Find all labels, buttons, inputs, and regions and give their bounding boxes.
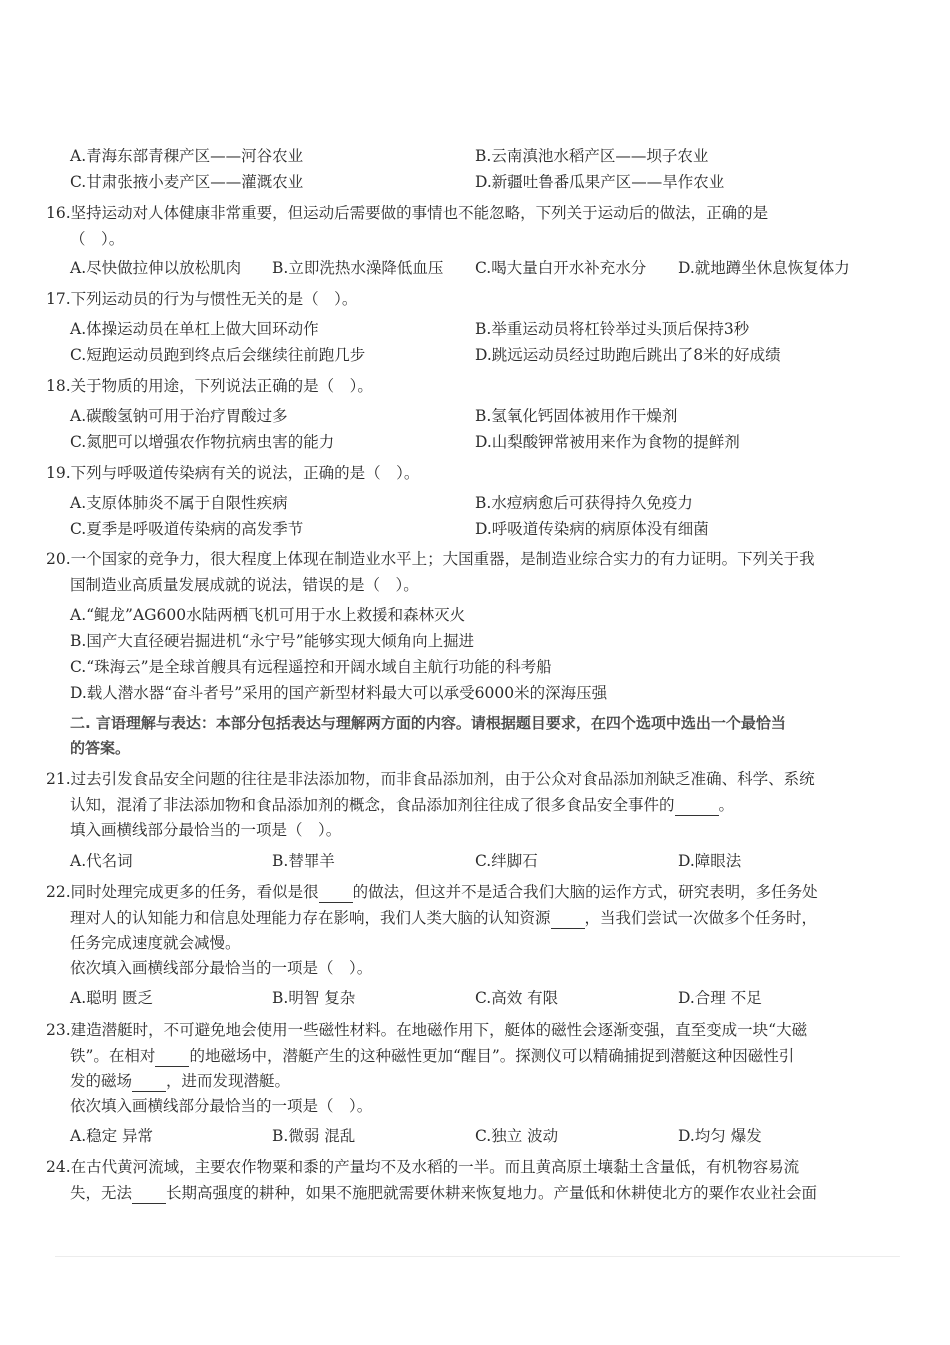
q21-text-b: 。 <box>718 796 735 814</box>
q23-option-a: A.稳定 异常 <box>70 1127 154 1145</box>
q15-option-c: C.甘肃张掖小麦产区——灌溉农业 <box>70 173 304 191</box>
q16-option-b: B.立即洗热水澡降低血压 <box>272 259 444 277</box>
q16-stem-line2: （ ）。 <box>70 230 125 248</box>
q23-option-c: C.独立 波动 <box>475 1127 559 1145</box>
q21-option-d: D.障眼法 <box>678 852 742 870</box>
q15-option-a: A.青海东部青稞产区——河谷农业 <box>70 147 304 165</box>
q22-option-c: C.高效 有限 <box>475 989 559 1007</box>
q16-option-d: D.就地蹲坐休息恢复体力 <box>678 259 850 277</box>
q22-option-d: D.合理 不足 <box>678 989 762 1007</box>
q19-option-c: C.夏季是呼吸道传染病的高发季节 <box>70 520 304 538</box>
q16-option-c: C.喝大量白开水补充水分 <box>475 259 647 277</box>
q22-stem-line1 <box>46 882 818 903</box>
footer-divider <box>55 1256 900 1257</box>
q19-option-d: D.呼吸道传染病的病原体没有细菌 <box>475 520 709 538</box>
q17-option-d: D.跳远运动员经过助跑后跳出了8米的好成绩 <box>475 346 781 364</box>
section-heading <box>70 711 880 761</box>
q20-stem-line1: 20.一个国家的竞争力，很大程度上体现在制造业水平上；大国重器，是制造业综合实力的有力证明。下列关于我 <box>46 550 815 568</box>
q17-option-b: B.举重运动员将杠铃举过头顶后保持3秒 <box>475 320 750 338</box>
q20-stem-line2: 国制造业高质量发展成就的说法，错误的是（ ）。 <box>70 576 419 594</box>
q23-text-3b: ，进而发现潜艇。 <box>166 1072 291 1090</box>
section-heading-line2: 的答案。 <box>70 739 131 757</box>
q23-option-d: D.均匀 爆发 <box>678 1127 762 1145</box>
q18-option-c: C.氮肥可以增强农作物抗病虫害的能力 <box>70 433 335 451</box>
q23-text-2a: 铁”。在相对 <box>70 1047 156 1065</box>
q20-option-c: C.“珠海云”是全球首艘具有远程遥控和开阔水域自主航行功能的科考船 <box>70 658 552 676</box>
q21-stem-line1: 21.过去引发食品安全问题的往往是非法添加物，而非食品添加剂，由于公众对食品添加剂缺乏准确、科学、系统 <box>46 770 815 788</box>
q17-option-a: A.体操运动员在单杠上做大回环动作 <box>70 320 319 338</box>
q21-blank <box>675 795 719 816</box>
q24-stem-line2 <box>70 1183 817 1204</box>
q18-option-a: A.碳酸氢钠可用于治疗胃酸过多 <box>70 407 288 425</box>
q23-blank-2 <box>132 1071 166 1092</box>
q23-text-2b: 的地磁场中，潜艇产生的这种磁性更加“醒目”。探测仪可以精确捕捉到潜艇这种因磁性引 <box>189 1047 795 1065</box>
q18-option-d: D.山梨酸钾常被用来作为食物的提鲜剂 <box>475 433 740 451</box>
q19-option-b: B.水痘病愈后可获得持久免疫力 <box>475 494 693 512</box>
q22-text-1a: 22.同时处理完成更多的任务，看似是很 <box>46 883 319 901</box>
q22-text-2a: 理对人的认知能力和信息处理能力存在影响，我们人类大脑的认知资源 <box>70 909 551 927</box>
q21-option-b: B.替罪羊 <box>272 852 335 870</box>
q22-stem-line2 <box>70 908 817 929</box>
q19-stem: 19.下列与呼吸道传染病有关的说法，正确的是（ ）。 <box>46 464 420 482</box>
q15-option-d: D.新疆吐鲁番瓜果产区——旱作农业 <box>475 173 725 191</box>
q23-text-3a: 发的磁场 <box>70 1072 133 1090</box>
q23-blank-1 <box>155 1046 189 1067</box>
q16-option-a: A.尽快做拉伸以放松肌肉 <box>70 259 242 277</box>
q24-text-2b: 长期高强度的耕种，如果不施肥就需要休耕来恢复地力。产量低和休耕使北方的粟作农业社会面 <box>166 1184 818 1202</box>
q22-prompt: 依次填入画横线部分最恰当的一项是（ ）。 <box>70 959 373 977</box>
q17-stem: 17.下列运动员的行为与惯性无关的是（ ）。 <box>46 290 358 308</box>
q18-option-b: B.氢氧化钙固体被用作干燥剂 <box>475 407 678 425</box>
q21-stem-line2 <box>70 795 734 816</box>
q24-text-2a: 失，无法 <box>70 1184 133 1202</box>
section-heading-line1: 二. 言语理解与表达：本部分包括表达与理解两方面的内容。请根据题目要求，在四个选项中选出一个最恰当 <box>70 714 786 732</box>
q24-blank <box>132 1183 166 1204</box>
q21-option-a: A.代名词 <box>70 852 133 870</box>
q22-blank-2 <box>551 908 585 929</box>
q20-option-d: D.载人潜水器“奋斗者号”采用的国产新型材料最大可以承受6000米的深海压强 <box>70 684 608 702</box>
q21-option-c: C.绊脚石 <box>475 852 538 870</box>
q23-option-b: B.微弱 混乱 <box>272 1127 356 1145</box>
q22-option-a: A.聪明 匮乏 <box>70 989 154 1007</box>
q23-stem-line3 <box>70 1071 290 1092</box>
q23-stem-line2 <box>70 1046 794 1067</box>
q22-text-1b: 的做法，但这并不是适合我们大脑的运作方式，研究表明，多任务处 <box>352 883 818 901</box>
q15-option-b: B.云南滇池水稻产区——坝子农业 <box>475 147 709 165</box>
q20-option-b: B.国产大直径硬岩掘进机“永宁号”能够实现大倾角向上掘进 <box>70 632 475 650</box>
q16-stem-line1: 16.坚持运动对人体健康非常重要，但运动后需要做的事情也不能忽略，下列关于运动后的做法，正确的是 <box>46 204 769 222</box>
q20-option-a: A.“鲲龙”AG600水陆两栖飞机可用于水上救援和森林灭火 <box>70 606 466 624</box>
q22-blank-1 <box>319 882 353 903</box>
q23-prompt: 依次填入画横线部分最恰当的一项是（ ）。 <box>70 1097 373 1115</box>
q21-text-a: 认知，混淆了非法添加物和食品添加剂的概念，食品添加剂往往成了很多食品安全事件的 <box>70 796 675 814</box>
q22-option-b: B.明智 复杂 <box>272 989 356 1007</box>
q21-prompt: 填入画横线部分最恰当的一项是（ ）。 <box>70 821 342 839</box>
q18-stem: 18.关于物质的用途，下列说法正确的是（ ）。 <box>46 377 373 395</box>
q22-text-2b: ，当我们尝试一次做多个任务时， <box>584 909 818 927</box>
q19-option-a: A.支原体肺炎不属于自限性疾病 <box>70 494 288 512</box>
q24-stem-line1: 24.在古代黄河流域，主要农作物粟和黍的产量均不及水稻的一半。而且黄高原土壤黏土含量低，有机物容易流 <box>46 1158 800 1176</box>
q22-stem-line3: 任务完成速度就会减慢。 <box>70 934 241 952</box>
q17-option-c: C.短跑运动员跑到终点后会继续往前跑几步 <box>70 346 366 364</box>
q23-stem-line1: 23.建造潜艇时，不可避免地会使用一些磁性材料。在地磁作用下，艇体的磁性会逐渐变强，直至变成一块“大磁 <box>46 1021 808 1039</box>
